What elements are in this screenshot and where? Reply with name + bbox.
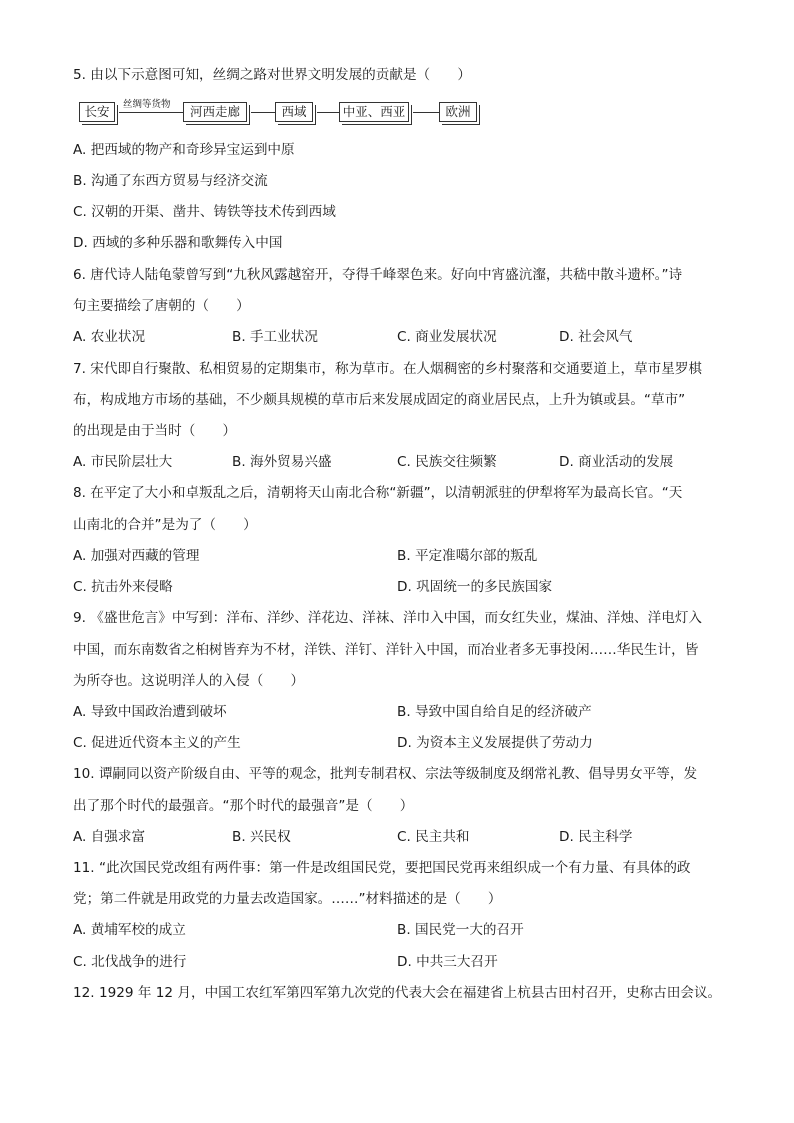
diagram-link-2 — [251, 112, 275, 113]
q10-option-b: B. 兴民权 — [232, 829, 291, 845]
q5-stem: 5. 由以下示意图可知，丝绸之路对世界文明发展的贡献是（ ） — [73, 67, 471, 83]
q7-stem-line1: 7. 宋代即自行聚散、私相贸易的定期集市，称为草市。在人烟稠密的乡村聚落和交通要道上，草市星罗棋 — [73, 361, 703, 377]
q11-option-a: A. 黄埔军校的成立 — [73, 922, 186, 938]
q10-option-d: D. 民主科学 — [559, 829, 633, 845]
q11-stem-line2: 党；第二件就是用政党的力量去改造国家。……”材料描述的是（ ） — [73, 891, 502, 907]
q7-option-d: D. 商业活动的发展 — [559, 454, 674, 470]
q11-stem-line1: 11. “此次国民党改组有两件事：第一件是改组国民党，要把国民党再来组织成一个有力量、有具体的政 — [73, 860, 691, 876]
q8-option-a: A. 加强对西藏的管理 — [73, 548, 200, 564]
q7-option-a: A. 市民阶层壮大 — [73, 454, 173, 470]
q9-option-a: A. 导致中国政治遭到破坏 — [73, 704, 227, 720]
q8-option-c: C. 抗击外来侵略 — [73, 579, 173, 595]
q5-option-d: D. 西域的多种乐器和歌舞传入中国 — [73, 235, 283, 251]
q9-option-d: D. 为资本主义发展提供了劳动力 — [397, 735, 593, 751]
q6-stem-line1: 6. 唐代诗人陆龟蒙曾写到“九秋风露越窑开，夺得千峰翠色来。好向中宵盛沆瀣，共嵇中散斗遗杯。”诗 — [73, 267, 683, 283]
q11-option-c: C. 北伐战争的进行 — [73, 954, 187, 970]
diagram-node-hexi: 河西走廊 — [183, 102, 247, 122]
q10-option-a: A. 自强求富 — [73, 829, 146, 845]
diagram-node-zhongya: 中亚、西亚 — [339, 102, 409, 122]
q10-stem-line2: 出了那个时代的最强音。“那个时代的最强音”是（ ） — [73, 798, 414, 814]
diagram-node-xiyu: 西域 — [275, 102, 313, 122]
q5-option-b: B. 沟通了东西方贸易与经济交流 — [73, 173, 268, 189]
q7-stem-line3: 的出现是由于当时（ ） — [73, 423, 237, 439]
diagram-node-ouzhou: 欧洲 — [439, 102, 477, 122]
q8-stem-line2: 山南北的合并”是为了（ ） — [73, 517, 257, 533]
q7-option-c: C. 民族交往频繁 — [397, 454, 497, 470]
q12-stem-line1: 12. 1929 年 12 月，中国工农红军第四军第九次党的代表大会在福建省上杭县古田村召开，史称古田会议。 — [73, 985, 722, 1001]
q8-option-b: B. 平定准噶尔部的叛乱 — [397, 548, 538, 564]
q9-option-c: C. 促进近代资本主义的产生 — [73, 735, 241, 751]
q7-stem-line2: 布，构成地方市场的基础，不少颇具规模的草市后来发展成固定的商业居民点，上升为镇或县。“草市” — [73, 392, 686, 408]
q11-option-d: D. 中共三大召开 — [397, 954, 498, 970]
q6-option-d: D. 社会风气 — [559, 329, 633, 345]
q8-stem-line1: 8. 在平定了大小和卓叛乱之后，清朝将天山南北合称“新疆”，以清朝派驻的伊犁将军为最高长官。“天 — [73, 485, 683, 501]
q11-option-b: B. 国民党一大的召开 — [397, 922, 524, 938]
q10-stem-line1: 10. 谭嗣同以资产阶级自由、平等的观念，批判专制君权、宗法等级制度及纲常礼教、倡导男女平等，发 — [73, 766, 698, 782]
diagram-link-label: 丝绸等货物 — [123, 99, 171, 110]
q9-stem-line2: 中国，而东南数省之桕树皆弃为不材，洋铁、洋钉、洋针入中国，而冶业者多无事投闲……华民生计，皆 — [73, 642, 699, 658]
q5-option-a: A. 把西域的物产和奇珍异宝运到中原 — [73, 142, 295, 158]
q9-stem-line1: 9. 《盛世危言》中写到：洋布、洋纱、洋花边、洋袜、洋巾入中国，而女红失业，煤油、洋烛、洋电灯入 — [73, 610, 703, 626]
q9-stem-line3: 为所夺也。这说明洋人的入侵（ ） — [73, 673, 305, 689]
q5-option-c: C. 汉朝的开渠、凿井、铸铁等技术传到西域 — [73, 204, 336, 220]
silk-road-diagram — [79, 100, 479, 126]
diagram-node-changan: 长安 — [79, 102, 115, 122]
diagram-link-3 — [317, 112, 339, 113]
q9-option-b: B. 导致中国自给自足的经济破产 — [397, 704, 592, 720]
q6-stem-line2: 句主要描绘了唐朝的（ ） — [73, 298, 250, 314]
diagram-link-1 — [119, 112, 183, 113]
q10-option-c: C. 民主共和 — [397, 829, 470, 845]
q6-option-a: A. 农业状况 — [73, 329, 146, 345]
diagram-link-4 — [413, 112, 439, 113]
q6-option-b: B. 手工业状况 — [232, 329, 318, 345]
q7-option-b: B. 海外贸易兴盛 — [232, 454, 332, 470]
q8-option-d: D. 巩固统一的多民族国家 — [397, 579, 553, 595]
q6-option-c: C. 商业发展状况 — [397, 329, 497, 345]
